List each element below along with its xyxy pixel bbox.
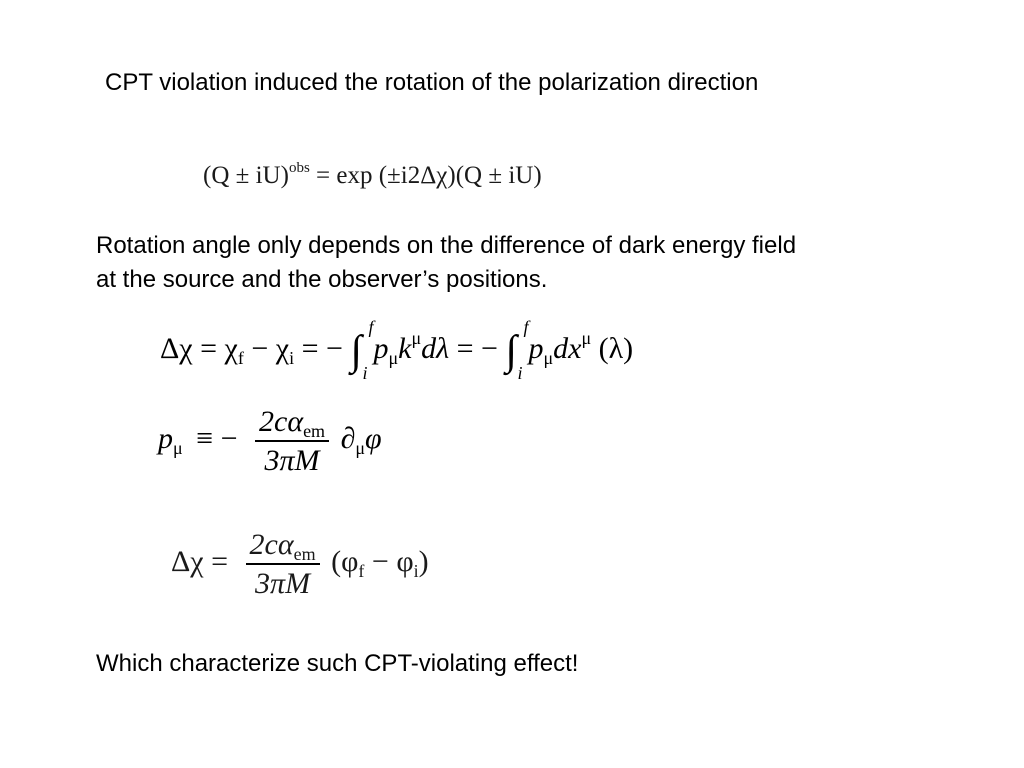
slide-conclusion: Which characterize such CPT-violating effect! (96, 650, 579, 677)
p-symbol: p (373, 331, 389, 365)
partial-symbol: ∂ (340, 421, 356, 455)
delta-chi-result-equation (165, 528, 429, 600)
eq-lhs: Δχ = χ (160, 331, 238, 365)
mu-superscript: μ (581, 328, 592, 349)
mu-subscript: μ (388, 348, 399, 369)
integral-sign-2: ∫ f i (505, 317, 529, 383)
rotation-text-line-1: Rotation angle only depends on the difference of dark energy field (96, 232, 797, 259)
p-symbol: p (158, 421, 173, 455)
mu-subscript: μ (173, 438, 183, 459)
rotation-angle-text (96, 229, 796, 297)
integral-upper-limit: f (523, 317, 529, 337)
em-subscript: em (293, 544, 316, 565)
integral-sign-1: ∫ f i (350, 317, 374, 383)
eq-minus: − χ (243, 331, 290, 365)
close-paren: ) (418, 544, 429, 578)
phi-difference (331, 544, 429, 582)
eq-rhs: = exp (±i2Δχ)(Q ± iU) (316, 162, 542, 189)
slide-heading: CPT violation induced the rotation of the polarization direction (105, 69, 759, 96)
sub-i: i (289, 348, 295, 369)
eq-obs-superscript: obs (288, 159, 310, 176)
eq-lhs: Δχ = (171, 544, 229, 578)
p-symbol: p (528, 331, 544, 365)
numerator-text: 2cα (259, 405, 304, 438)
eq-equals-2: = − (449, 331, 498, 365)
phi-symbol: φ (365, 421, 382, 455)
denominator-text: 3πM (255, 567, 311, 600)
rotation-integral-equation (160, 317, 634, 390)
fraction (246, 528, 320, 600)
eq-equals-1: = − (294, 331, 343, 365)
mu-superscript: μ (411, 328, 422, 349)
lambda-argument: (λ) (598, 331, 634, 365)
integral-lower-limit: i (517, 363, 523, 383)
momentum-definition-equation (158, 405, 382, 477)
equiv-sign: ≡ − (196, 421, 238, 455)
numerator-text: 2cα (249, 528, 294, 561)
denominator-text: 3πM (264, 444, 320, 477)
fraction-denominator (251, 567, 314, 600)
sub-f: f (358, 561, 365, 582)
fraction-numerator (255, 405, 329, 442)
dx-symbol: dx (553, 331, 582, 365)
rotation-text-line-2: at the source and the observer’s positions. (96, 266, 548, 293)
integral-lower-limit: i (362, 363, 368, 383)
mu-subscript: μ (543, 348, 554, 369)
d-lambda: dλ (421, 331, 450, 365)
fraction (255, 405, 329, 477)
integral-upper-limit: f (368, 317, 374, 337)
sub-f: f (237, 348, 244, 369)
phi-i-symbol: − φ (364, 544, 414, 578)
k-symbol: k (398, 331, 412, 365)
polarization-rotation-equation (203, 159, 542, 190)
fraction-denominator (261, 444, 324, 477)
phi-f-symbol: (φ (331, 544, 359, 578)
mu-subscript: μ (355, 438, 366, 459)
fraction-numerator (246, 528, 320, 565)
eq-lhs: (Q ± iU) (203, 162, 289, 189)
sub-i: i (413, 561, 419, 582)
em-subscript: em (303, 421, 326, 442)
